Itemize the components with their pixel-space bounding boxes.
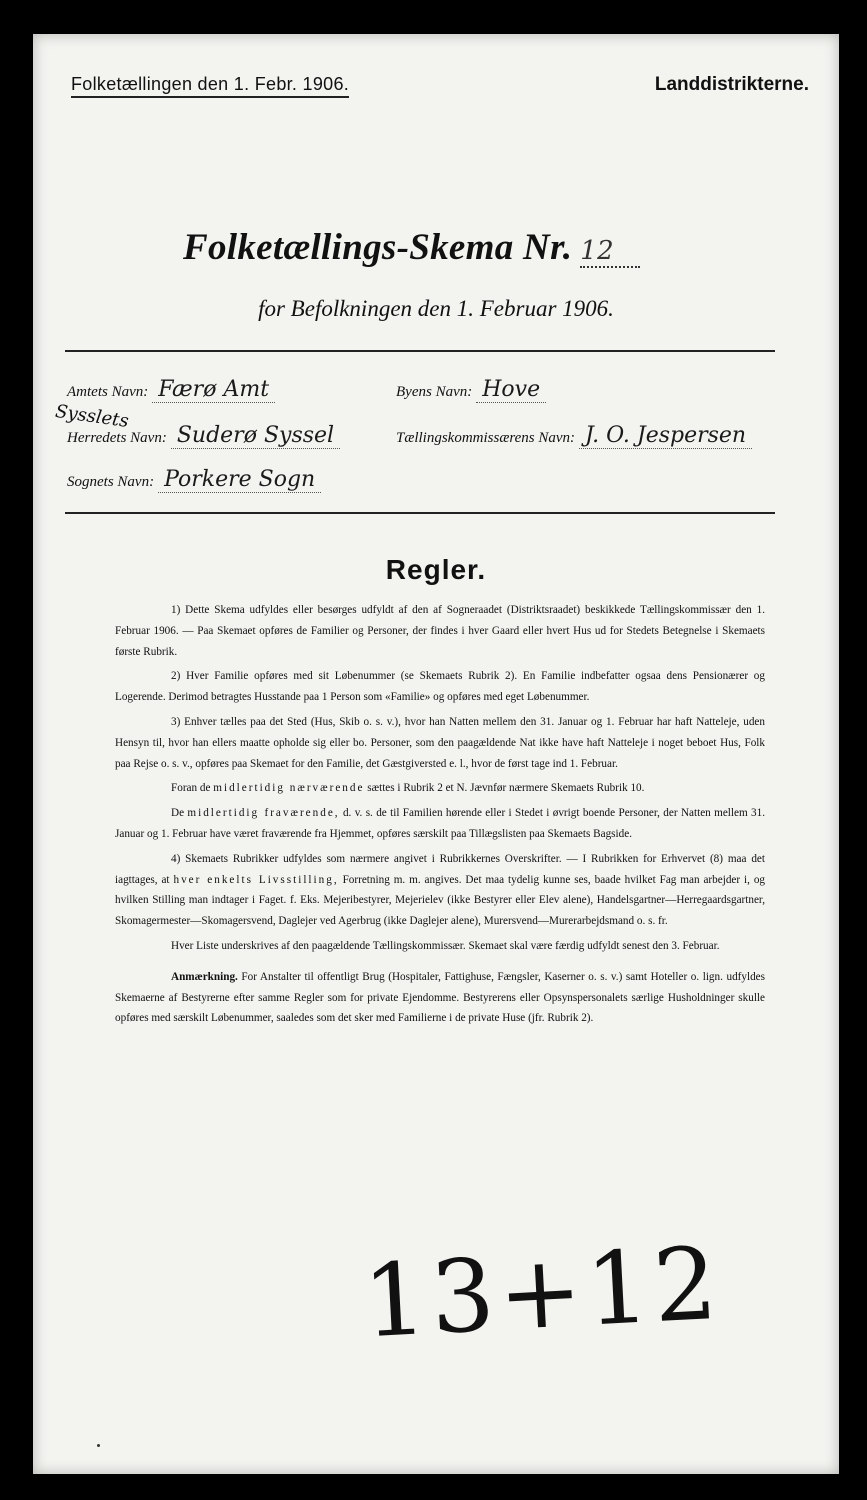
rule-paragraph-1: 1) Dette Skema udfyldes eller besørges udfyldt af den af Sogneraadet (Distriktsraadet) beskikkede Tællingskommissær den 1. Februar 1906. — Paa Skemaet opføres de Familier og Personer, der findes i hver Gaard eller hvert Hus ud for Stedets Betegnelse i Skemaets første Rubrik. — [115, 604, 765, 658]
amt-label: Amtets Navn: — [67, 384, 149, 400]
form-number-handwritten: 12 — [580, 236, 640, 268]
census-form-page — [33, 34, 839, 1474]
amt-field — [67, 377, 275, 402]
rule-paragraph-4 — [115, 778, 765, 799]
byens-value: Hove — [476, 377, 546, 403]
sogn-field — [67, 467, 321, 492]
rule-6-pre: 4) Skemaets Rubrikker udfyldes som nærmere angivet i Rubrikkernes Overskrifter. — I Rubrikken for Erhvervet (8) maa det iagttages, at — [115, 852, 765, 886]
herred-label: Herredets Navn: — [67, 430, 167, 446]
rules-body — [115, 600, 765, 1033]
paper-speck — [97, 1444, 100, 1447]
rule-6-post: Forretning m. m. angives. Det maa tydelig kunne ses, baade hvilket Fag man arbejder i, og hvilken Stilling man indtager i Faget. f. Eks. Mejeribestyrer, Mejerielev (ikke Bestyrer eller Elev alene), Handelsgartner—Herregaardsgartner, Skomagermester—Skomagersvend, Daglejer ved Agerbrug (ikke Daglejer alene), Murersvend—Murerarbejdsmand o. s. fr. — [115, 873, 766, 928]
rule-paragraph-3: 3) Enhver tælles paa det Sted (Hus, Skib o. s. v.), hvor han Natten mellem den 31. Januar og 1. Februar har haft Natteleje, uden Hensyn til, hvor han ellers maatte opholde sig eller bo. Personer, som den paagældende Nat ikke have haft Natteleje i noget beboet Hus, Folk paa Rejse o. s. v., opføres paa Skemaet for den Familie, det Gæstgiversted e. l., hvor de først tage ind 1. Februar. — [115, 715, 765, 770]
rule-4-pre: Foran de — [171, 782, 211, 795]
rule-5-pre: De — [171, 807, 185, 820]
rule-paragraph-7: Hver Liste underskrives af den paagældende Tællingskommissær. Skemaet skal være færdig udfyldt senest den 3. Februar. — [171, 939, 720, 952]
kommissaer-value: J. O. Jespersen — [579, 423, 752, 449]
herred-field — [67, 423, 340, 448]
kommissaer-field — [396, 423, 752, 448]
census-date-header: Folketællingen den 1. Febr. 1906. — [71, 74, 349, 98]
rule-4-spaced: midlertidig nærværende — [213, 782, 365, 795]
sogn-value: Porkere Sogn — [158, 467, 321, 493]
herred-overwrite-handwritten: Sysslets — [53, 400, 130, 433]
district-type-header: Landdistrikterne. — [654, 74, 809, 95]
kommissaer-label: Tællingskommissærens Navn: — [396, 430, 576, 446]
rules-heading: Regler. — [385, 554, 487, 585]
annotation-label: Anmærkning. — [171, 970, 238, 983]
rule-paragraph-6 — [115, 849, 765, 932]
rule-4-post: sættes i Rubrik 2 et N. Jævnfør nærmere Skemaets Rubrik 10. — [367, 782, 645, 795]
rule-6-spaced: hver enkelts Livsstilling, — [173, 873, 339, 886]
sogn-label: Sognets Navn: — [67, 474, 155, 490]
top-divider — [65, 350, 775, 352]
rule-5-spaced: midlertidig fraværende, — [187, 807, 340, 820]
rule-paragraph-2: 2) Hver Familie opføres med sit Løbenummer (se Skemaets Rubrik 2). En Familie indbefatter ogsaa dens Pensionærer og Logerende. Derimod betragtes Husstande paa 1 Person som «Familie» og opføres med eget Løbenummer. — [115, 670, 765, 704]
rule-annotation — [115, 967, 765, 1029]
form-subtitle: for Befolkningen den 1. Februar 1906. — [258, 296, 614, 321]
rule-5-post: d. v. s. de til Familien hørende eller i Stedet i øvrigt boende Personer, der Natten mellem 31. Januar og 1. Februar have været fraværende fra Hjemmet, opføres særskilt paa Tillægslisten paa Skemaets Bagside. — [115, 807, 766, 840]
handwritten-tally: 13+12 — [360, 1224, 725, 1361]
herred-value: Suderø Syssel — [171, 423, 340, 449]
annotation-text: For Anstalter til offentligt Brug (Hospitaler, Fattighuse, Fængsler, Kaserner o. s. v.) samt Hoteller o. lign. udfyldes Skemaerne af Bestyrerne efter samme Regler som for private Ejendomme. Bestyrerens eller Opsynspersonalets særlige Husholdninger skulle opføres med særskilt Løbenummer, saaledes som det sker med Familierne i de private Huse (jfr. Rubrik 2). — [115, 970, 765, 1025]
amt-value: Færø Amt — [152, 377, 275, 403]
byens-label: Byens Navn: — [396, 384, 473, 400]
form-title — [183, 226, 640, 269]
form-title-text: Folketællings-Skema Nr. — [183, 227, 573, 268]
rule-paragraph-5 — [115, 803, 765, 845]
middle-divider — [65, 512, 775, 514]
byens-field — [396, 377, 546, 402]
